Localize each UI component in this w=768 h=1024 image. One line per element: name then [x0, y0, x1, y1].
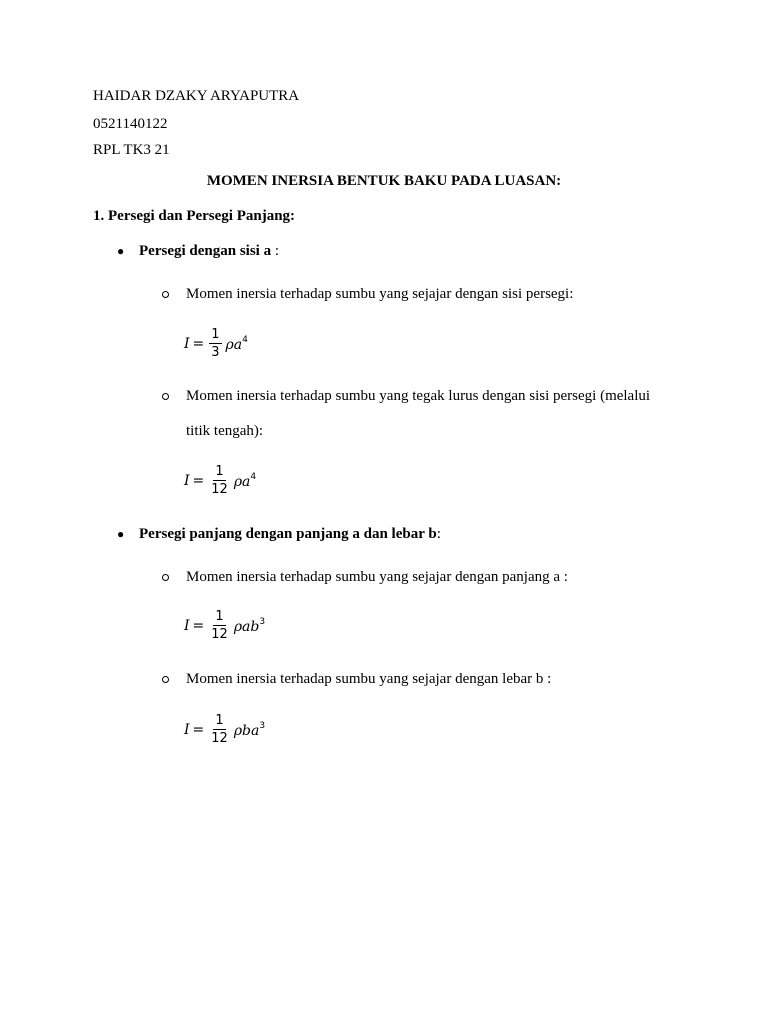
- formula-eq: =: [192, 335, 205, 352]
- formula-base: ab: [242, 618, 260, 635]
- circle-bullet-icon: [162, 393, 169, 400]
- formula-rho: ρ: [233, 722, 243, 739]
- square-label: [139, 242, 279, 260]
- formula-rho: ρ: [225, 336, 234, 353]
- fraction-numerator: 1: [215, 609, 224, 624]
- square-item1-text: Momen inersia terhadap sumbu yang sejajar dengan sisi persegi:: [186, 286, 574, 302]
- circle-bullet-icon: [162, 676, 169, 683]
- fraction-numerator: 1: [211, 327, 220, 342]
- square-item2-text-line2: titik tengah):: [186, 423, 264, 439]
- formula-expression: [234, 472, 256, 490]
- formula-lhs: I: [184, 721, 190, 738]
- rectangle-label-bold: Persegi panjang dengan panjang a dan lebar b: [139, 526, 437, 542]
- formula-eq: =: [192, 472, 205, 489]
- formula-square-perpendicular: [184, 464, 256, 497]
- fraction-denominator: 12: [211, 482, 228, 497]
- formula-fraction: [209, 609, 230, 642]
- formula-rectangle-width: [184, 713, 265, 746]
- fraction-denominator: 12: [211, 627, 228, 642]
- rectangle-label: [139, 525, 441, 543]
- square-label-bold: Persegi dengan sisi a: [139, 243, 272, 259]
- fraction-denominator: 12: [211, 731, 228, 746]
- formula-base: ba: [242, 722, 260, 739]
- circle-bullet-icon: [162, 291, 169, 298]
- formula-lhs: I: [184, 472, 190, 489]
- formula-fraction: [209, 713, 230, 746]
- formula-exponent: 3: [259, 616, 266, 627]
- formula-rho: ρ: [233, 473, 243, 490]
- circle-bullet-icon: [162, 574, 169, 581]
- fraction-numerator: 1: [215, 464, 224, 479]
- formula-base: a: [233, 336, 243, 353]
- formula-expression: [234, 617, 265, 635]
- formula-base: a: [242, 473, 251, 490]
- section-heading: 1. Persegi dan Persegi Panjang:: [93, 208, 296, 224]
- formula-exponent: 4: [242, 334, 248, 345]
- rectangle-item1-text: Momen inersia terhadap sumbu yang sejajar dengan panjang a :: [186, 569, 568, 585]
- formula-rectangle-length: [184, 609, 265, 642]
- rectangle-item2-text: Momen inersia terhadap sumbu yang sejajar dengan lebar b :: [186, 671, 552, 687]
- fraction-denominator: 3: [211, 345, 220, 360]
- formula-exponent: 4: [250, 471, 257, 482]
- square-item2-text-line1: Momen inersia terhadap sumbu yang tegak lurus dengan sisi persegi (melalui: [186, 388, 651, 404]
- bullet-icon: ●: [117, 244, 125, 258]
- formula-eq: =: [192, 617, 205, 634]
- formula-fraction: [209, 327, 221, 360]
- class-label: RPL TK3 21: [93, 142, 170, 158]
- author-name: HAIDAR DZAKY ARYAPUTRA: [93, 88, 300, 104]
- square-label-tail: :: [271, 243, 280, 259]
- formula-exponent: 3: [259, 720, 266, 731]
- formula-rho: ρ: [233, 618, 243, 635]
- formula-lhs: I: [184, 335, 190, 352]
- formula-expression: [234, 721, 265, 739]
- formula-fraction: [209, 464, 230, 497]
- rectangle-label-tail: :: [436, 526, 441, 542]
- formula-eq: =: [192, 721, 205, 738]
- formula-expression: [226, 335, 248, 353]
- formula-square-parallel: [184, 327, 248, 360]
- student-id: 0521140122: [93, 116, 168, 132]
- document-title: MOMEN INERSIA BENTUK BAKU PADA LUASAN:: [206, 173, 562, 189]
- bullet-icon: ●: [117, 527, 125, 541]
- fraction-numerator: 1: [215, 713, 224, 728]
- formula-lhs: I: [184, 617, 190, 634]
